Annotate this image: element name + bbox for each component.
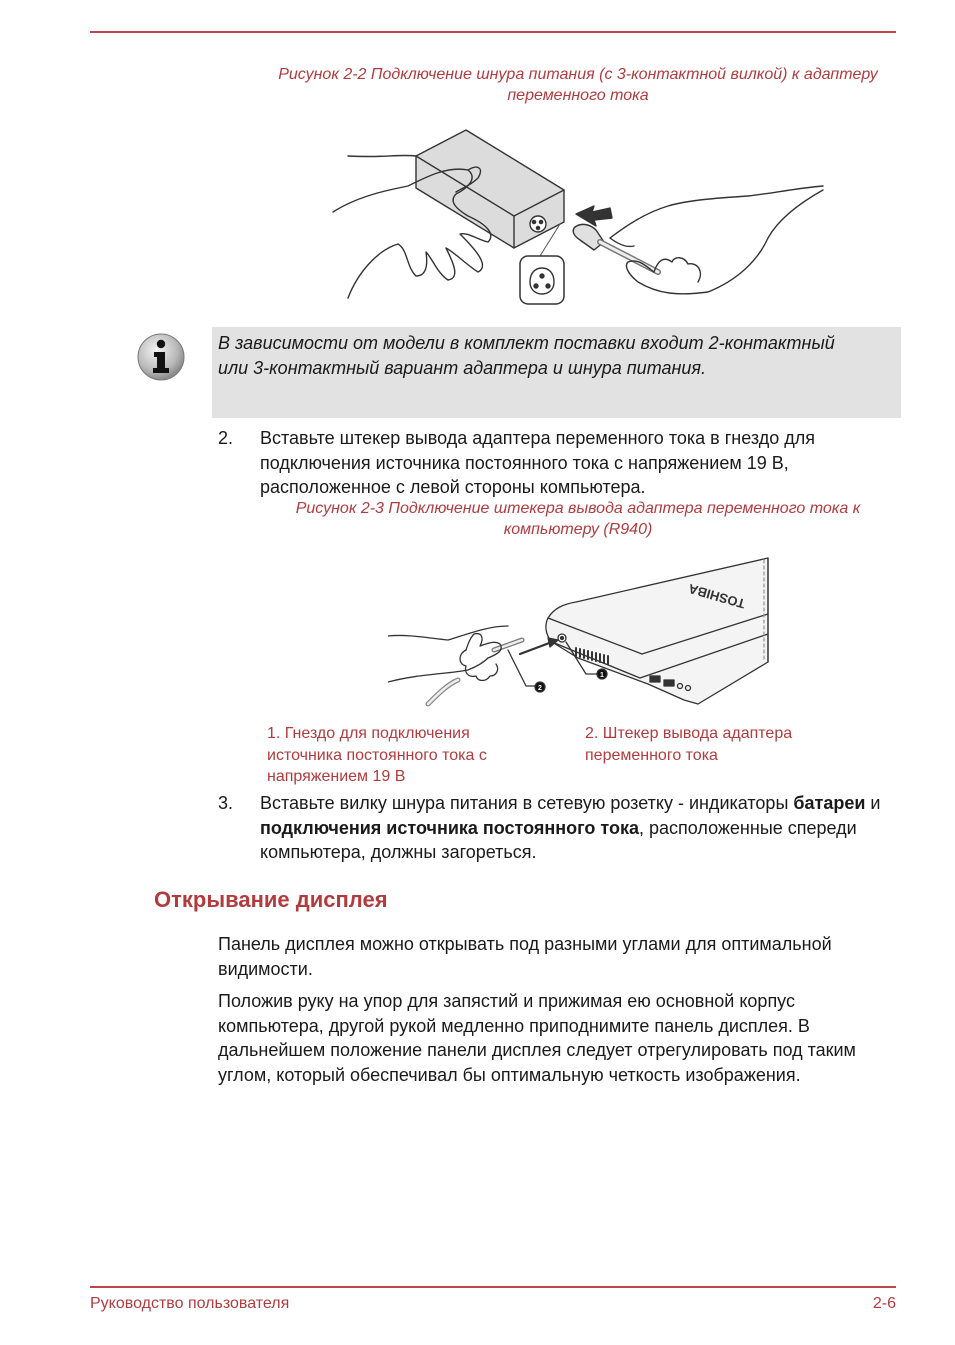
note-text: В зависимости от модели в комплект поставки входит 2-контактный или 3-контактный вариант адаптера и шнура питания. — [218, 333, 835, 378]
step-3-text-before: Вставьте вилку шнура питания в сетевую розетку - индикаторы — [260, 793, 794, 813]
section-paragraph-2: Положив руку на упор для запястий и прижимая ею основной корпус компьютера, другой рукой медленно приподнимите панель дисплея. В дальнейшем положение панели дисплея следует отрегулировать под таким углом, который обеспечивал бы оптимальную четкость изображения. — [218, 991, 856, 1085]
info-icon — [136, 332, 186, 382]
step-3-text-after: , расположенные спереди компьютера, должны загореться. — [260, 817, 857, 862]
arrow-icon — [520, 638, 558, 654]
right-hand — [610, 186, 823, 294]
dc-plug-and-hand — [388, 626, 522, 704]
section-paragraph-1: Панель дисплея можно открывать под разными углами для оптимальной видимости. — [218, 934, 832, 979]
step-3-number: 3. — [218, 793, 234, 813]
arrow-icon — [576, 206, 612, 226]
step-3-text — [260, 791, 900, 865]
section-heading: Открывание дисплея — [154, 887, 388, 912]
footer-rule — [90, 1286, 896, 1288]
step-3-bold-dc-in: подключения источника постоянного тока — [260, 817, 639, 838]
left-hand — [333, 167, 491, 298]
callout-2-label: 2 — [538, 685, 542, 692]
callout-1-label: 1 — [600, 672, 604, 679]
footer-title: Руководство пользователя — [90, 1295, 290, 1312]
step-2-text: Вставьте штекер вывода адаптера переменного тока в гнездо для подключения источника постоянного тока с напряжением 19 В, расположенное с левой стороны компьютера. — [260, 428, 815, 497]
figure-caption-2-2: Рисунок 2-2 Подключение шнура питания (с 3-контактной вилкой) к адаптеру переменного тока — [278, 66, 878, 104]
laptop-brand: TOSHIBA — [686, 581, 747, 612]
step-2-number: 2. — [218, 428, 234, 448]
adaptor-power-cord-illustration — [328, 126, 828, 310]
figure-caption-2-3: Рисунок 2-3 Подключение штекера вывода адаптера переменного тока к компьютеру (R940) — [295, 500, 861, 538]
step-3-bold-battery: батареи — [793, 793, 866, 813]
step-3-text-mid: и — [865, 793, 881, 813]
legend-item-2: 2. Штекер вывода адаптера переменного тока — [585, 725, 793, 764]
adaptor-body — [348, 130, 564, 248]
legend-item-1: 1. Гнездо для подключения источника постоянного тока с напряжением 19 В — [267, 725, 487, 785]
header-rule — [90, 31, 896, 33]
laptop-dc-in-illustration — [388, 554, 770, 710]
laptop-body — [546, 558, 768, 710]
callout-2 — [508, 650, 545, 692]
page-number: 2-6 — [872, 1295, 896, 1312]
